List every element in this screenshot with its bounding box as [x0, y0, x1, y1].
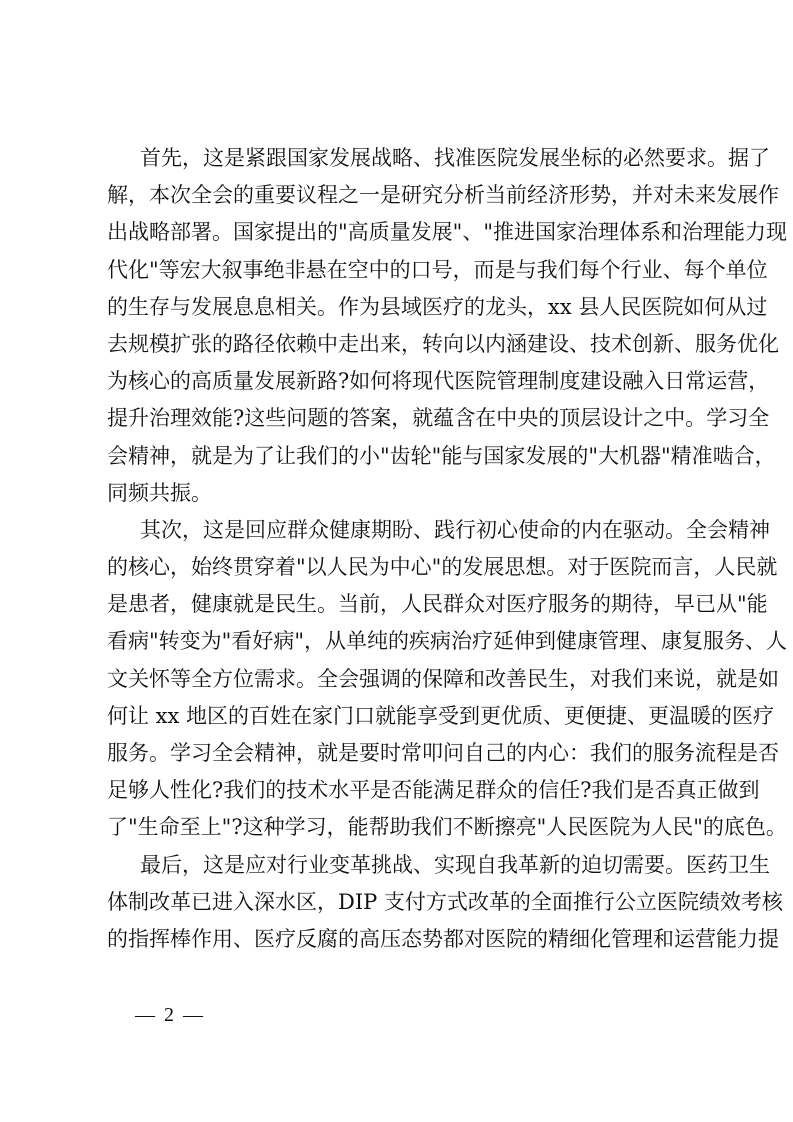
text-line: 足够人性化?我们的技术水平是否能满足群众的信任?我们是否真正做到: [107, 778, 760, 803]
text-line: 服务。学习全会精神，就是要时常叩问自己的内心：我们的服务流程是否: [107, 741, 779, 765]
paragraph-2: [107, 512, 787, 847]
text-line: 的核心，始终贯穿着"以人民为中心"的发展思想。对于医院而言，人民就: [107, 555, 778, 580]
text-line: 是患者，健康就是民生。当前，人民群众对医疗服务的期待，早已从"能: [107, 592, 768, 617]
text-line: 同频共振。: [107, 480, 212, 505]
text-line: 了"生命至上"?这种学习，能帮助我们不断擦亮"人民医院为人民"的底色。: [107, 815, 787, 840]
text-line: 代化"等宏大叙事绝非悬在空中的口号，而是与我们每个行业、每个单位: [107, 257, 768, 282]
text-line: 体制改革已进入深水区，DIP 支付方式改革的全面推行公立医院绩效考核: [107, 889, 783, 914]
text-line: 首先，这是紧跟国家发展战略、找准医院发展坐标的必然要求。据了: [140, 146, 770, 170]
text-line: 解，本次全会的重要议程之一是研究分析当前经济形势，并对未来发展作: [107, 183, 779, 208]
text-line: 为核心的高质量发展新路?如何将现代医院管理制度建设融入日常运营，: [107, 369, 770, 394]
text-line: 其次，这是回应群众健康期盼、践行初心使命的内在驱动。全会精神: [140, 517, 770, 542]
paragraph-1: [107, 140, 787, 512]
page-number: — 2 —: [135, 1004, 205, 1026]
text-line: 的生存与发展息息相关。作为县域医疗的龙头，xx 县人民医院如何从过: [107, 294, 768, 319]
text-line: 去规模扩张的路径依赖中走出来，转向以内涵建设、技术创新、服务优化: [107, 331, 779, 356]
paragraph-3: [107, 847, 783, 959]
document-body: [107, 140, 787, 958]
text-line: 何让 xx 地区的百姓在家门口就能享受到更优质、更便捷、更温暖的医疗: [107, 703, 775, 728]
text-line: 的指挥棒作用、医疗反腐的高压态势都对医院的精细化管理和运营能力提: [107, 926, 779, 951]
text-line: 出战略部署。国家提出的"高质量发展"、"推进国家治理体系和治理能力现: [107, 220, 787, 245]
text-line: 会精神，就是为了让我们的小"齿轮"能与国家发展的"大机器"精准啮合，: [107, 443, 776, 468]
text-line: 最后，这是应对行业变革挑战、实现自我革新的迫切需要。医药卫生: [140, 852, 770, 877]
text-line: 文关怀等全方位需求。全会强调的保障和改善民生，对我们来说，就是如: [107, 666, 779, 691]
text-line: 看病"转变为"看好病"，从单纯的疾病治疗延伸到健康管理、康复服务、人: [107, 629, 787, 654]
text-line: 提升治理效能?这些问题的答案，就蕴含在中央的顶层设计之中。学习全: [107, 406, 770, 431]
